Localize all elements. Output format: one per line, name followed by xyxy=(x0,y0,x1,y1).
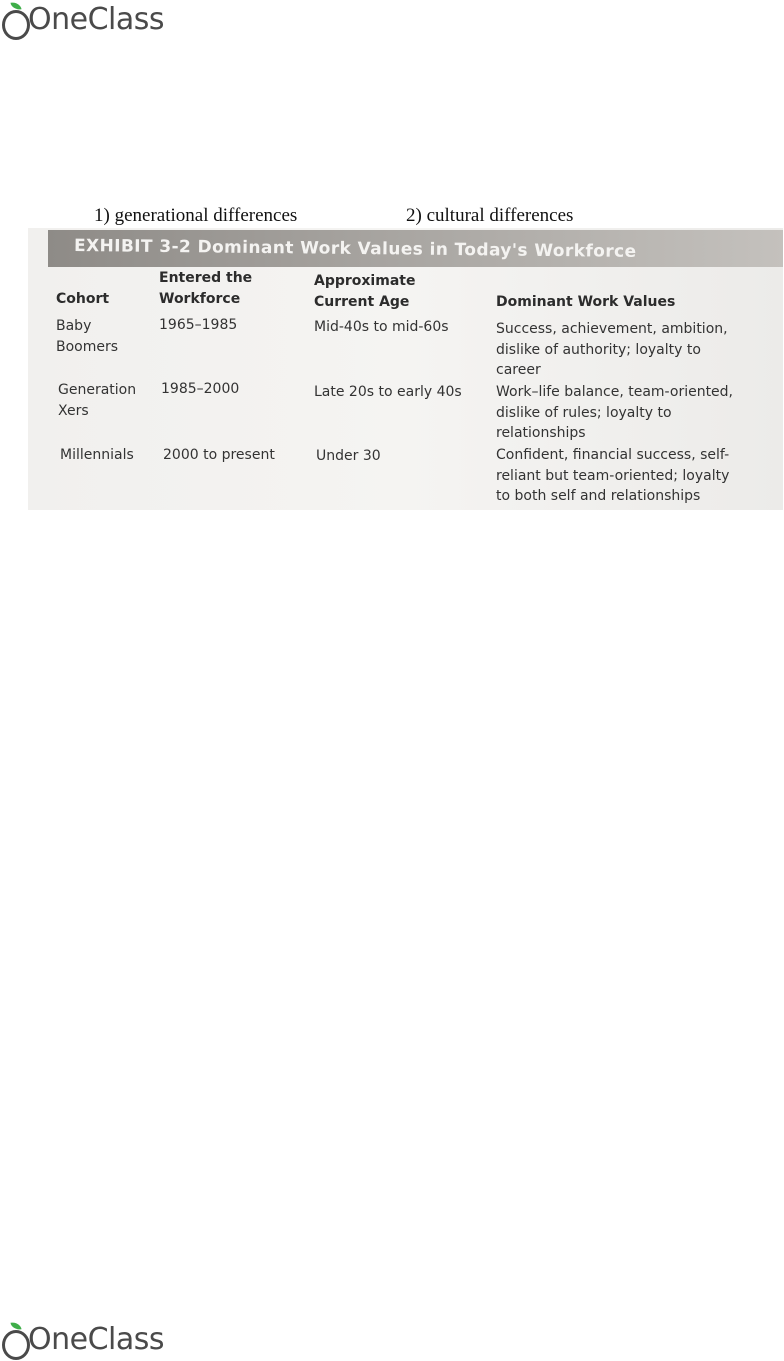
logo-text: OneClass xyxy=(28,2,165,37)
row-millennials-entered: 2000 to present xyxy=(163,447,275,463)
intro-points xyxy=(94,205,694,229)
row-genx-entered: 1985–2000 xyxy=(161,381,240,397)
header-values: Dominant Work Values xyxy=(496,294,676,310)
row-boomers-age: Mid-40s to mid-60s xyxy=(314,319,449,335)
header-entered: Entered the Workforce xyxy=(159,270,253,307)
row-boomers-values: Success, achievement, ambition, dislike of authority; loyalty to career xyxy=(496,321,728,378)
row-millennials-age: Under 30 xyxy=(316,448,381,464)
row-genx-cohort: Generation Xers xyxy=(58,382,137,419)
row-boomers-cohort: Baby Boomers xyxy=(56,318,119,355)
header-age: Approximate Current Age xyxy=(314,273,416,310)
exhibit-banner xyxy=(48,230,783,267)
row-millennials-values: Confident, financial success, self- reliant but team-oriented; loyalty to both self and relationships xyxy=(496,447,730,504)
oneclass-logo-bottom xyxy=(2,1322,164,1358)
exhibit-table-image xyxy=(28,228,783,510)
apple-logo-icon xyxy=(2,1322,32,1358)
oneclass-logo-top xyxy=(2,2,164,38)
header-cohort: Cohort xyxy=(56,291,110,307)
row-genx-values: Work–life balance, team-oriented, dislike of rules; loyalty to relationships xyxy=(496,384,734,441)
intro-point-generational: 1) generational differences xyxy=(94,205,298,226)
apple-logo-icon xyxy=(2,2,32,38)
logo-text: OneClass xyxy=(28,1322,165,1357)
exhibit-title: EXHIBIT 3-2 Dominant Work Values in Today's Workforce xyxy=(73,236,637,262)
row-boomers-entered: 1965–1985 xyxy=(159,317,238,333)
row-millennials-cohort: Millennials xyxy=(60,447,134,463)
row-genx-age: Late 20s to early 40s xyxy=(314,384,462,400)
intro-point-cultural: 2) cultural differences xyxy=(406,205,574,226)
